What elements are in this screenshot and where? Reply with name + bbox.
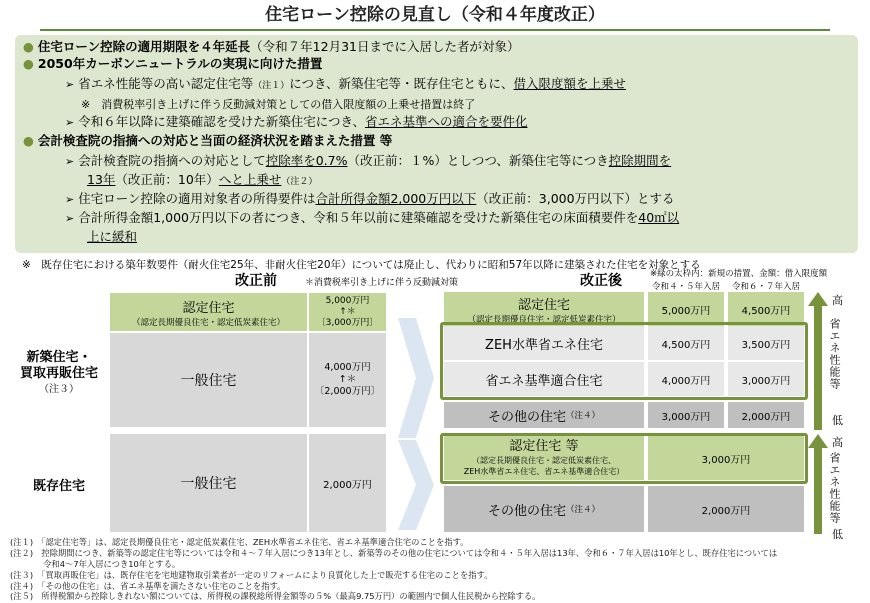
- row-label-existing: 既存住宅: [32, 479, 85, 494]
- new-measure-frame: [440, 433, 808, 484]
- chevron-right-icon: ➢: [65, 78, 75, 91]
- footnote: (注３) 「買取再販住宅」は、既存住宅を宅地建物取引業者が一定のリフォームにより良質化した上で販売する住宅のことを指す。: [10, 570, 493, 580]
- side-energy-label: 省エネ性能等: [828, 318, 841, 390]
- after-existing-other-value: 2,000万円: [648, 486, 804, 532]
- up-arrow-icon: [808, 292, 828, 430]
- after-legend: ※緑の太枠内：新規の措置、金額：借入限度額: [650, 269, 828, 279]
- chevron-right-icon: [394, 440, 436, 530]
- new-measure-frame: [440, 322, 808, 400]
- summary-line-6: ● 会計検査院の指摘への対応と当面の経済状況を踏まえた措置 等: [23, 133, 393, 148]
- chevron-right-icon: ➢: [65, 212, 75, 225]
- before-nintei-value: 5,000万円 ↑＊ 〔3,000万円〕: [309, 293, 386, 331]
- existing-note: ※ 既存住宅における築年数要件（耐火住宅25年、非耐火住宅20年）については廃止し、代わりに昭和57年以降に建築された住宅を対象とする: [22, 259, 701, 271]
- footnote: 令和4～7年入居につき10年とする。: [10, 559, 181, 569]
- after-shoene-v1: 4,000万円: [648, 362, 724, 396]
- title-underline: [40, 29, 830, 31]
- chevron-right-icon: [394, 318, 436, 438]
- before-heading: 改正前: [235, 273, 277, 289]
- bullet-icon: ●: [23, 56, 34, 71]
- after-col1-header: 令和４・５年入居: [651, 282, 720, 292]
- summary-line-10: ➢ 合計所得金額1,000万円以下の者につき、令和５年以前に建築確認を受けた新築住宅の床面積要件を40㎡以: [65, 210, 680, 225]
- after-existing-other-cell: その他の住宅 （注４）: [444, 486, 644, 532]
- summary-line-8: 13年（改正前：10年）へと上乗せ（注２）: [87, 172, 318, 187]
- summary-line-7: ➢ 会計検査院の指摘への対応として控除率を0.7%（改正前：１%）としつつ、新築住宅等につき控除期間を: [65, 153, 672, 168]
- chevron-right-icon: ➢: [65, 155, 75, 168]
- after-nintei-cell: 認定住宅 （認定長期優良住宅・認定低炭素住宅）: [444, 292, 644, 326]
- after-other-v1: 3,000万円: [648, 402, 724, 428]
- after-heading: 改正後: [580, 273, 622, 289]
- side-energy-label: 省エネ性能等: [828, 452, 841, 524]
- summary-line-3: ➢ 省エネ性能等の高い認定住宅等（注１）につき、新築住宅等・既存住宅ともに、借入限度額を上乗せ: [65, 76, 627, 91]
- chevron-right-icon: ➢: [65, 116, 75, 129]
- row-label-new: 新築住宅・ 買取再販住宅 （注３）: [19, 350, 98, 395]
- up-arrow-icon: [808, 434, 828, 534]
- summary-line-4: ※ 消費税率引き上げに伴う反動減対策としての借入限度額の上乗せ措置は終了: [81, 98, 476, 111]
- footnote: (注４) 「その他の住宅」は、省エネ基準を満たさない住宅のことを指す。: [10, 581, 286, 591]
- after-shoene-cell: 省エネ基準適合住宅: [444, 362, 644, 396]
- before-ippan-value: 4,000万円 ↑＊ 〔2,000万円〕: [309, 333, 386, 427]
- summary-line-11: 上に緩和: [87, 229, 138, 244]
- side-high-label: 高: [832, 294, 843, 307]
- summary-line-1: ● 住宅ローン控除の適用期限を４年延長（令和７年12月31日までに入居した者が対象）: [23, 39, 520, 54]
- after-existing-nintei-cell: 認定住宅 等 （認定長期優良住宅・認定低炭素住宅、 ZEH水準省エネ住宅、省エネ基準適合住宅）: [444, 436, 644, 480]
- footnote: (注２) 控除期間につき、新築等の認定住宅等については令和４～７年入居につき13年とし、新築等のその他の住宅については令和４・５年入居は13年、令和６・７年入居は10年とし、既存住宅については: [10, 548, 778, 558]
- bullet-icon: ●: [23, 39, 34, 54]
- chevron-right-icon: ➢: [65, 193, 75, 206]
- footnote: (注１) 「認定住宅等」は、認定長期優良住宅・認定低炭素住宅、ZEH水準省エネ住宅、省エネ基準適合住宅のことを指す。: [10, 537, 469, 547]
- after-zeh-cell: ZEH水準省エネ住宅: [444, 326, 644, 360]
- after-nintei-v1: 5,000万円: [648, 292, 724, 326]
- after-nintei-v2: 4,500万円: [728, 292, 804, 326]
- bullet-icon: ●: [23, 133, 34, 148]
- footnote: (注５) 所得税額から控除しきれない額については、所得税の課税総所得金額等の５%（最高9.75万円）の範囲内で個人住民税から控除する。: [10, 591, 541, 601]
- side-low-label: 低: [832, 414, 843, 427]
- after-shoene-v2: 3,000万円: [728, 362, 804, 396]
- side-low-label: 低: [832, 528, 843, 541]
- side-high-label: 高: [832, 436, 843, 449]
- before-existing-ippan-cell: 一般住宅: [110, 434, 307, 532]
- after-zeh-v1: 4,500万円: [648, 326, 724, 360]
- summary-panel: [15, 35, 858, 253]
- before-subnote: ＊消費税率引き上げに伴う反動減対策: [305, 278, 459, 288]
- page-title: 住宅ローン控除の見直し（令和４年度改正）: [265, 5, 605, 25]
- before-existing-value: 2,000万円: [309, 434, 386, 532]
- after-zeh-v2: 3,500万円: [728, 326, 804, 360]
- summary-line-2: ● 2050年カーボンニュートラルの実現に向けた措置: [23, 56, 323, 71]
- summary-line-9: ➢ 住宅ローン控除の適用対象者の所得要件は合計所得金額2,000万円以下（改正前：3,000万円以下）とする: [65, 191, 675, 206]
- after-existing-nintei-value: 3,000万円: [648, 436, 804, 480]
- summary-line-5: ➢ 令和６年以降に建築確認を受けた新築住宅につき、省エネ基準への適合を要件化: [65, 114, 528, 129]
- before-nintei-cell: 認定住宅 （認定長期優良住宅・認定低炭素住宅）: [110, 293, 307, 331]
- after-col2-header: 令和６・７年入居: [731, 282, 800, 292]
- before-ippan-cell: 一般住宅: [110, 333, 307, 427]
- after-other-cell: その他の住宅 （注４）: [444, 402, 644, 428]
- after-other-v2: 2,000万円: [728, 402, 804, 428]
